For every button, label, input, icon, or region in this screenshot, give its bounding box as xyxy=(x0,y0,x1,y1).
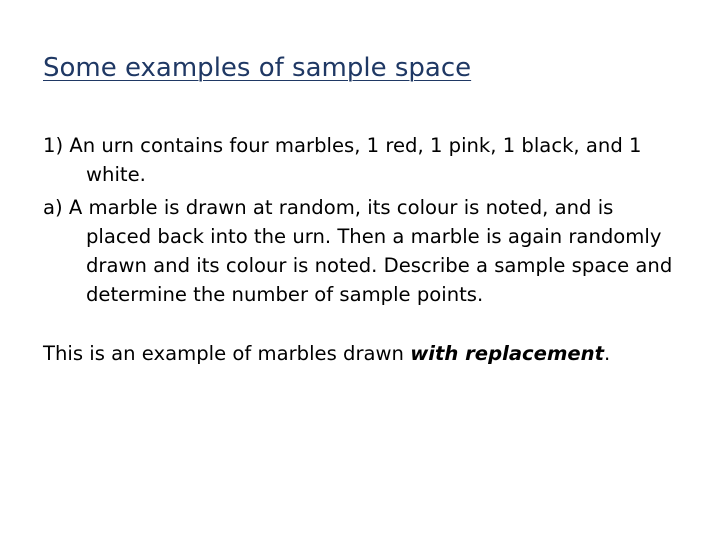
slide-title: Some examples of sample space xyxy=(43,53,472,83)
note-period: . xyxy=(603,342,611,365)
part-a-paragraph: a) A marble is drawn at random, its colour is noted, and is placed back into the urn. Then a marble is again randomly drawn and its colour is noted. Describe a sample space and determine the number of sample points. xyxy=(43,196,673,306)
note-emphasis: with replacement xyxy=(410,342,604,365)
replacement-note xyxy=(43,339,683,368)
slide-body xyxy=(43,131,683,368)
question-paragraph: 1) An urn contains four marbles, 1 red, 1 pink, 1 black, and 1 white. xyxy=(43,134,642,186)
note-text: This is an example of marbles drawn xyxy=(43,342,411,365)
